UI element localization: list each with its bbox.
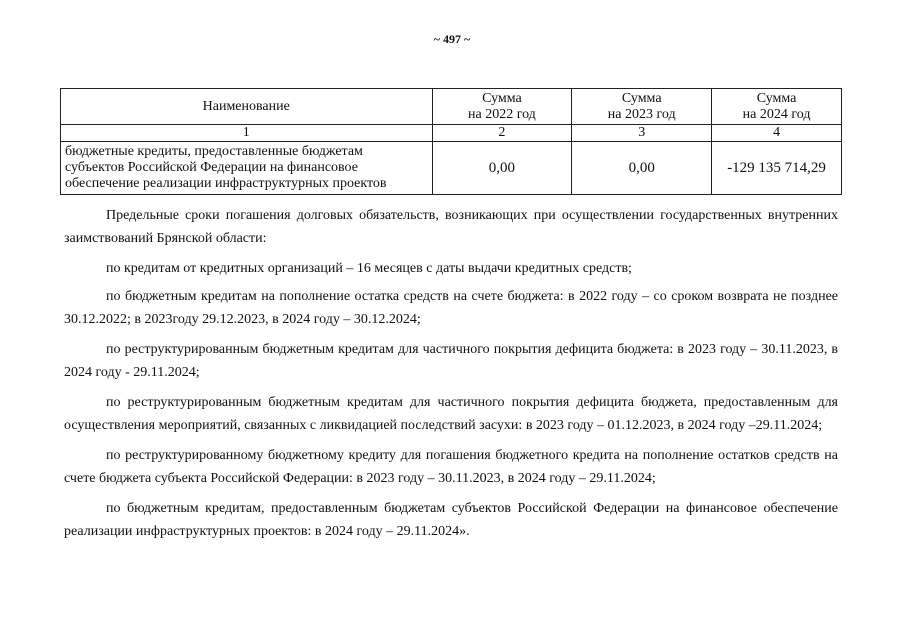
budget-table xyxy=(60,88,842,195)
table-header-row xyxy=(61,89,842,125)
header-2024 xyxy=(712,89,842,125)
header-2022 xyxy=(432,89,572,125)
paragraph-restructured-repayment: по реструктурированному бюджетному кредиту для погашения бюджетного кредита на пополнение остатков средств на счете бюджета субъекта Российской Федерации: в 2023 году – 30.11.2023, в 2024 году – 29.11.2024; xyxy=(64,448,838,486)
page-number: ~ 497 ~ xyxy=(433,32,471,46)
body-text xyxy=(64,204,838,550)
header-2023-line2: на 2023 год xyxy=(607,106,676,122)
paragraph-restructured-drought: по реструктурированным бюджетным кредитам для частичного покрытия дефицита бюджета, предоставленным для осуществления мероприятий, связанных с ликвидацией последствий засухи: в 2023 году – 01.12.2023, в 2024 году –29.11.2024; xyxy=(64,395,838,433)
value-2023: 0,00 xyxy=(572,142,712,195)
paragraph-infrastructure: по бюджетным кредитам, предоставленным бюджетам субъектов Российской Федерации на финансовое обеспечение реализации инфраструктурных проектов: в 2024 году – 29.11.2024». xyxy=(64,501,838,539)
header-2022-line1: Сумма xyxy=(482,90,522,106)
column-number: 2 xyxy=(432,125,572,142)
header-2024-line2: на 2024 год xyxy=(742,106,811,122)
paragraph-intro: Предельные сроки погашения долговых обязательств, возникающих при осуществлении государственных внутренних заимствований Брянской области: xyxy=(64,208,838,246)
value-2024: -129 135 714,29 xyxy=(712,142,842,195)
row-name-line3: обеспечение реализации инфраструктурных проектов xyxy=(65,176,387,191)
row-name-line2: субъектов Российской Федерации на финансовое xyxy=(65,160,358,175)
header-name: Наименование xyxy=(61,89,433,125)
header-2023 xyxy=(572,89,712,125)
value-2022: 0,00 xyxy=(432,142,572,195)
table-row xyxy=(61,142,842,195)
paragraph-balance-credits: по бюджетным кредитам на пополнение остатка средств на счете бюджета: в 2022 году – со сроком возврата не позднее 30.12.2022; в 2023году 29.12.2023, в 2024 году – 30.12.2024; xyxy=(64,289,838,327)
row-name xyxy=(61,142,433,195)
header-2023-line1: Сумма xyxy=(621,90,662,106)
row-name-line1: бюджетные кредиты, предоставленные бюджетам xyxy=(65,144,363,159)
column-number: 4 xyxy=(712,125,842,142)
column-number: 3 xyxy=(572,125,712,142)
header-2024-line1: Сумма xyxy=(756,90,797,106)
column-number: 1 xyxy=(61,125,433,142)
column-number-row xyxy=(61,125,842,142)
paragraph-credit-orgs: по кредитам от кредитных организаций – 16 месяцев с даты выдачи кредитных средств; xyxy=(106,261,632,276)
paragraph-restructured-deficit: по реструктурированным бюджетным кредитам для частичного покрытия дефицита бюджета: в 2023 году – 30.11.2023, в 2024 году - 29.11.2024; xyxy=(64,342,838,380)
header-2022-line2: на 2022 год xyxy=(467,106,536,122)
